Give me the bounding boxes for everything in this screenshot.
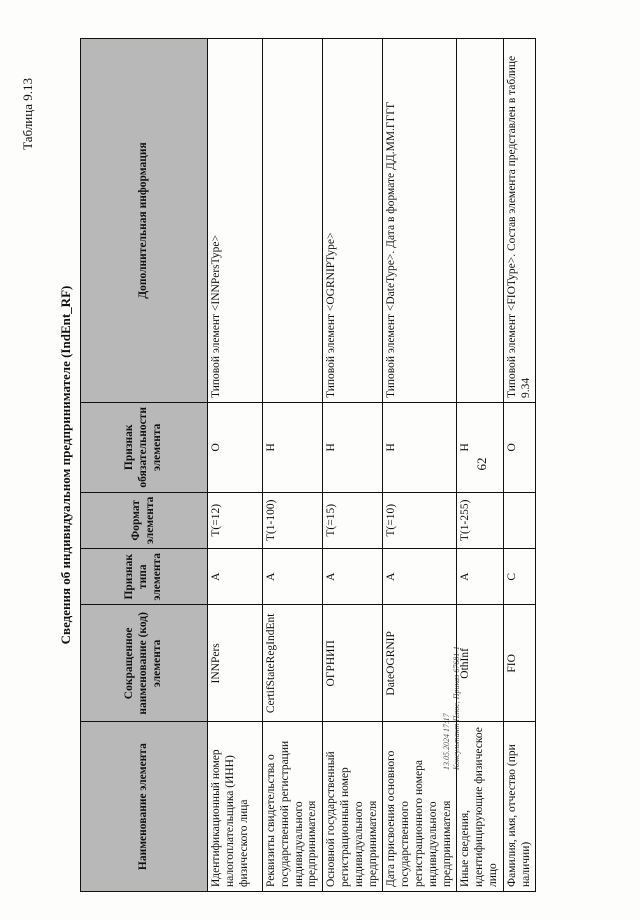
table-row xyxy=(323,39,383,892)
cell-info xyxy=(457,39,503,403)
cell-code: CertifStateRegIndEnt xyxy=(263,605,323,722)
cell-info: Типовой элемент <OGRNIPType> xyxy=(323,39,383,403)
elements-table xyxy=(80,38,536,892)
cell-required: О xyxy=(503,403,536,493)
footer-line-1: 13.05.2024 17:17 xyxy=(442,713,451,770)
cell-type: А xyxy=(383,549,457,605)
cell-type: А xyxy=(323,549,383,605)
cell-name: Идентификационный номер налогоплательщика (ИНН) физического лица xyxy=(208,722,263,892)
cell-info: Типовой элемент <DateType>. Дата в формате ДД.ММ.ГГГГ xyxy=(383,39,457,403)
cell-code: OthInf xyxy=(457,605,503,722)
cell-name: Реквизиты свидетельства о государственной регистрации индивидуального предпринимателя xyxy=(263,722,323,892)
cell-format: T(1-100) xyxy=(263,492,323,548)
table-row xyxy=(457,39,503,892)
footer-line-2: Консультант Плюс, Приказ 67681-1 xyxy=(452,646,461,770)
cell-name: Дата присвоения основного государственного регистрационного номера индивидуального предпринимателя xyxy=(383,722,457,892)
col-header-required: Признак обязательности элемента xyxy=(81,403,208,493)
table-row xyxy=(263,39,323,892)
cell-name: Основной государственный регистрационный номер индивидуального предпринимателя xyxy=(323,722,383,892)
col-header-type: Признак типа элемента xyxy=(81,549,208,605)
table-caption: Сведения об индивидуальном предпринимателе (IndEnt_RF) xyxy=(58,285,73,645)
cell-info: Типовой элемент <FIOType>. Состав элемента представлен в таблице 9.34 xyxy=(503,39,536,403)
table-number: Таблица 9.13 xyxy=(20,78,35,150)
cell-format xyxy=(503,492,536,548)
cell-required: Н xyxy=(457,403,503,493)
page-number: 62 xyxy=(474,457,489,471)
cell-format: T(=10) xyxy=(383,492,457,548)
col-header-name: Наименование элемента xyxy=(81,722,208,892)
cell-required: Н xyxy=(383,403,457,493)
cell-info xyxy=(263,39,323,403)
cell-required: Н xyxy=(323,403,383,493)
rotated-sheet xyxy=(20,38,540,892)
col-header-format: Формат элемента xyxy=(81,492,208,548)
table-header-row xyxy=(81,39,208,892)
cell-code: DateOGRNIP xyxy=(383,605,457,722)
cell-format: T(=12) xyxy=(208,492,263,548)
table-row xyxy=(503,39,536,892)
cell-code: FIO xyxy=(503,605,536,722)
cell-type: А xyxy=(208,549,263,605)
cell-code: ОГРНИП xyxy=(323,605,383,722)
cell-type: С xyxy=(503,549,536,605)
cell-name: Фамилия, имя, отчество (при наличии) xyxy=(503,722,536,892)
cell-required: Н xyxy=(263,403,323,493)
cell-code: INNPers xyxy=(208,605,263,722)
cell-required: О xyxy=(208,403,263,493)
col-header-code: Сокращенное наименование (код) элемента xyxy=(81,605,208,722)
cell-type: А xyxy=(457,549,503,605)
cell-name: Иные сведения, идентифицирующие физическое лицо xyxy=(457,722,503,892)
table-row xyxy=(208,39,263,892)
cell-format: T(=15) xyxy=(323,492,383,548)
cell-type: А xyxy=(263,549,323,605)
table-row xyxy=(383,39,457,892)
col-header-info: Дополнительная информация xyxy=(81,39,208,403)
cell-format: T(1-255) xyxy=(457,492,503,548)
cell-info: Типовой элемент <INNPersType> xyxy=(208,39,263,403)
